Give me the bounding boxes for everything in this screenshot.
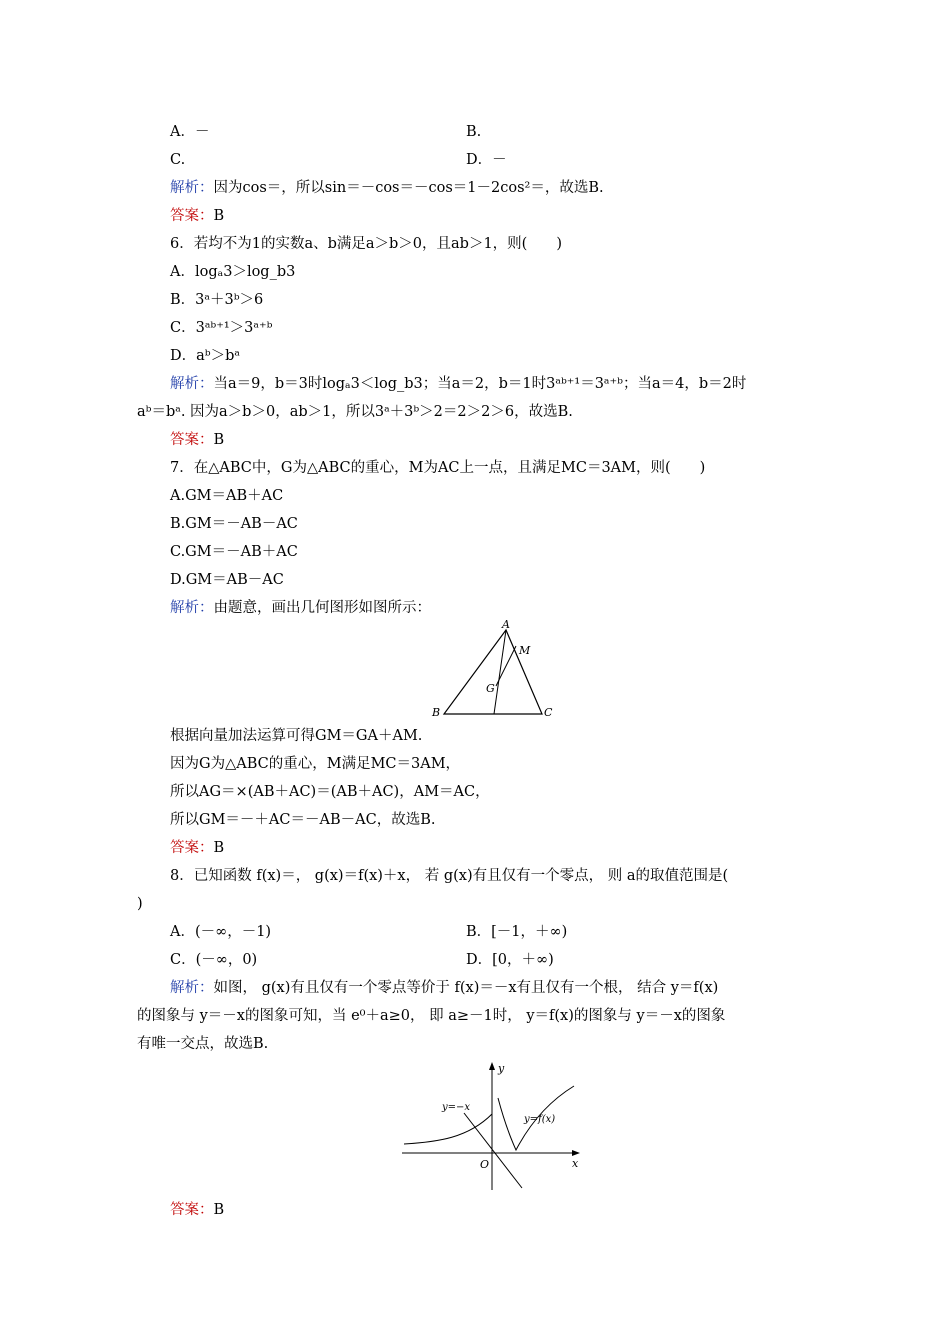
- q5-option-a: A．－: [170, 124, 210, 140]
- q8-analysis-line3: 有唯一交点，故选B.: [137, 1036, 269, 1052]
- answer-label: 答案：: [170, 1202, 214, 1218]
- q7-analysis-intro: 由题意，画出几何图形如图所示：: [213, 600, 431, 616]
- q7-option-d: D.GM＝AB－AC: [170, 572, 284, 588]
- function-graph: [398, 1058, 588, 1194]
- analysis-label: 解析：: [170, 980, 214, 996]
- curve-left-branch: [404, 1114, 492, 1144]
- line-label: y=−x: [442, 1102, 471, 1113]
- q7-step-2: 因为G为△ABC的重心，M满足MC＝3AM，: [170, 756, 461, 772]
- q6-stem: 6．若均不为1的实数a、b满足a＞b＞0，且ab＞1，则( ): [170, 236, 562, 252]
- q6-option-a: A．logₐ3＞log_b3: [170, 264, 296, 280]
- answer-label: 答案：: [170, 208, 214, 224]
- median-segment: [494, 630, 506, 714]
- q8-option-d: D．[0，＋∞): [466, 952, 554, 968]
- q6-answer: [170, 430, 224, 450]
- triangle-abc: [444, 630, 542, 714]
- q7-step-4: 所以GM＝－＋AC＝－AB－AC，故选B.: [170, 812, 436, 828]
- q8-analysis-text-1: 如图， g(x)有且仅有一个零点等价于 f(x)＝－x有且仅有一个根， 结合 y＝f(x): [213, 980, 719, 996]
- q8-stem-line2: ): [137, 896, 143, 912]
- q7-answer: [170, 838, 224, 858]
- answer-label: 答案：: [170, 840, 214, 856]
- q5-option-b: B.: [466, 124, 482, 140]
- curve-label: y=f(x): [524, 1114, 556, 1125]
- x-axis-label: x: [572, 1157, 579, 1170]
- label-c: C: [544, 706, 553, 719]
- segment-gm: [496, 646, 516, 686]
- x-axis-arrow: [572, 1150, 580, 1156]
- answer-value: B: [213, 208, 225, 224]
- answer-value: B: [213, 1202, 225, 1218]
- y-axis-arrow: [489, 1062, 495, 1070]
- q6-option-c: C．3ᵃᵇ⁺¹＞3ᵃ⁺ᵇ: [170, 320, 273, 336]
- q6-option-d: D．aᵇ＞bᵃ: [170, 348, 240, 364]
- analysis-label: 解析：: [170, 600, 214, 616]
- q5-analysis: [170, 178, 604, 198]
- q5-option-c: C.: [170, 152, 186, 168]
- q7-analysis: [170, 598, 431, 618]
- analysis-label: 解析：: [170, 376, 214, 392]
- answer-value: B: [213, 432, 225, 448]
- analysis-label: 解析：: [170, 180, 214, 196]
- q8-option-b: B．[－1，＋∞): [466, 924, 568, 940]
- q7-option-c: C.GM＝－AB＋AC: [170, 544, 298, 560]
- q7-option-a: A.GM＝AB＋AC: [170, 488, 284, 504]
- label-m: M: [519, 644, 531, 657]
- q8-option-a: A．(－∞，－1): [170, 924, 272, 940]
- q8-analysis-line2: 的图象与 y＝－x的图象可知，当 e⁰＋a≥0， 即 a≥－1时， y＝f(x)的图象与 y＝－x的图象: [137, 1008, 726, 1024]
- label-g: G: [486, 682, 495, 695]
- q8-option-c: C．(－∞，0): [170, 952, 258, 968]
- triangle-figure: [420, 618, 570, 722]
- q8-answer: [170, 1200, 224, 1220]
- label-b: B: [432, 706, 441, 719]
- q7-step-1: 根据向量加法运算可得GM＝GA＋AM.: [170, 728, 423, 744]
- q5-answer: [170, 206, 224, 226]
- q6-option-b: B．3ᵃ＋3ᵇ＞6: [170, 292, 264, 308]
- q8-stem-line1: 8．已知函数 f(x)＝， g(x)＝f(x)＋x， 若 g(x)有且仅有一个零点， 则 a的取值范围是(: [170, 868, 729, 884]
- q7-option-b: B.GM＝－AB－AC: [170, 516, 298, 532]
- q6-analysis-text-1: 当a＝9，b＝3时logₐ3＜log_b3；当a＝2，b＝1时3ᵃᵇ⁺¹＝3ᵃ⁺ᵇ；当a＝4，b＝2时: [213, 376, 747, 392]
- line-y-neg-x: [464, 1113, 522, 1188]
- q5-option-d: D．－: [466, 152, 507, 168]
- y-axis-label: y: [498, 1062, 505, 1075]
- origin-label: O: [480, 1158, 490, 1171]
- q6-analysis-line1: [170, 374, 746, 394]
- answer-label: 答案：: [170, 432, 214, 448]
- q5-analysis-text: 因为cos＝，所以sin＝－cos＝－cos＝1－2cos²＝，故选B.: [213, 180, 604, 196]
- q7-step-3: 所以AG＝×(AB＋AC)＝(AB＋AC)，AM＝AC，: [170, 784, 490, 800]
- q6-analysis-line2: aᵇ＝bᵃ. 因为a＞b＞0，ab＞1，所以3ᵃ＋3ᵇ＞2＝2＞2＞6，故选B.: [137, 404, 573, 420]
- label-a: A: [502, 618, 510, 631]
- answer-value: B: [213, 840, 225, 856]
- q8-analysis-line1: [170, 978, 718, 998]
- q7-stem: 7．在△ABC中，G为△ABC的重心，M为AC上一点，且满足MC＝3AM，则( ): [170, 460, 706, 476]
